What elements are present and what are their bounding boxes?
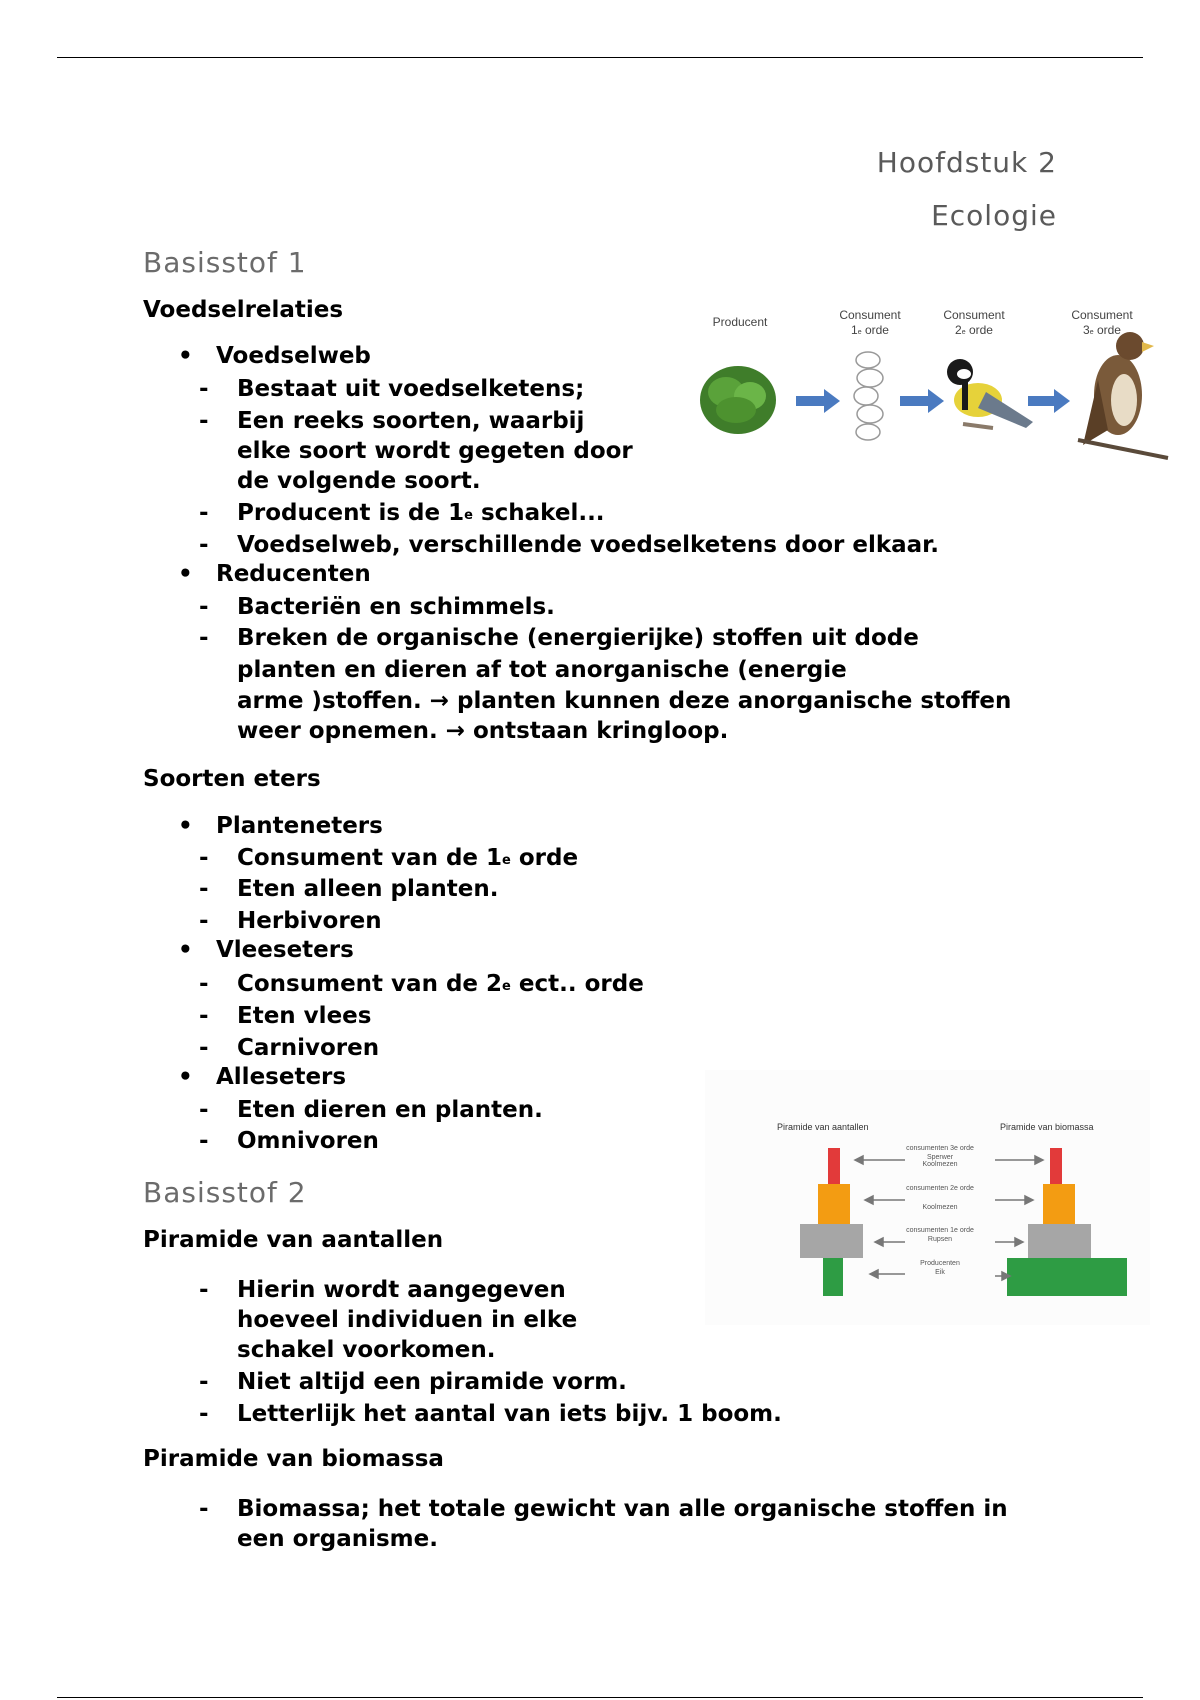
label-consumenten-1e: consumenten 1e orde	[906, 1227, 974, 1234]
bar-orange-right	[1043, 1184, 1075, 1224]
arrow-icon	[796, 389, 840, 413]
heading-piramide-biomassa: Piramide van biomassa	[143, 1446, 444, 1472]
pyramid-aantallen	[800, 1148, 863, 1296]
label-consumenten-2e: consumenten 2e orde	[906, 1185, 974, 1192]
subject-title: Ecologie	[931, 199, 1057, 232]
caterpillar-icon	[854, 352, 883, 440]
chapter-title: Hoofdstuk 2	[876, 146, 1057, 179]
caption-piramide-biomassa: Piramide van biomassa	[1000, 1122, 1094, 1132]
bar-green-right	[1007, 1258, 1127, 1296]
bottom-rule	[57, 1697, 1143, 1698]
arrow-icon	[1028, 389, 1070, 413]
arrow-icon	[900, 389, 944, 413]
bar-gray-left	[800, 1224, 863, 1258]
label-koolmezen-3: Koolmezen	[922, 1161, 958, 1168]
food-chain-drawing	[678, 300, 1173, 470]
label-rupsen: Rupsen	[927, 1236, 953, 1243]
heading-piramide-aantallen: Piramide van aantallen	[143, 1227, 444, 1253]
pyramid-biomassa	[1007, 1148, 1127, 1296]
lettuce-icon	[700, 366, 776, 434]
label-producenten: Producenten	[920, 1260, 960, 1267]
label-sperwer: Sperwer	[926, 1154, 954, 1161]
label-eik: Eik	[935, 1269, 945, 1276]
bar-gray-right	[1028, 1224, 1091, 1258]
label-koolmezen-2: Koolmezen	[922, 1204, 958, 1211]
label-consument-2: Consument 2e orde	[943, 308, 1005, 337]
pyramid-drawing	[705, 1070, 1150, 1325]
label-consumenten-3e: consumenten 3e orde	[906, 1145, 974, 1152]
bar-red-left	[828, 1148, 840, 1184]
bar-red-right	[1050, 1148, 1062, 1184]
heading-voedselrelaties: Voedselrelaties	[143, 297, 344, 323]
caption-piramide-aantallen: Piramide van aantallen	[777, 1122, 869, 1132]
section-title-basisstof-1: Basisstof 1	[143, 246, 307, 279]
heading-soorten-eters: Soorten eters	[143, 766, 321, 792]
page-header	[877, 136, 1057, 242]
section-title-basisstof-2: Basisstof 2	[143, 1176, 307, 1209]
top-rule	[57, 57, 1143, 58]
buzzard-icon	[1078, 332, 1168, 458]
label-consument-3: Consument 3e orde	[1071, 308, 1133, 337]
tit-bird-icon	[947, 359, 1033, 428]
bar-green-left	[823, 1258, 843, 1296]
label-consument-1: Consument 1e orde	[839, 308, 901, 337]
food-chain-figure	[678, 300, 1173, 470]
label-producent: Producent	[712, 315, 768, 329]
bar-orange-left	[818, 1184, 850, 1224]
pyramid-figure	[705, 1070, 1150, 1325]
